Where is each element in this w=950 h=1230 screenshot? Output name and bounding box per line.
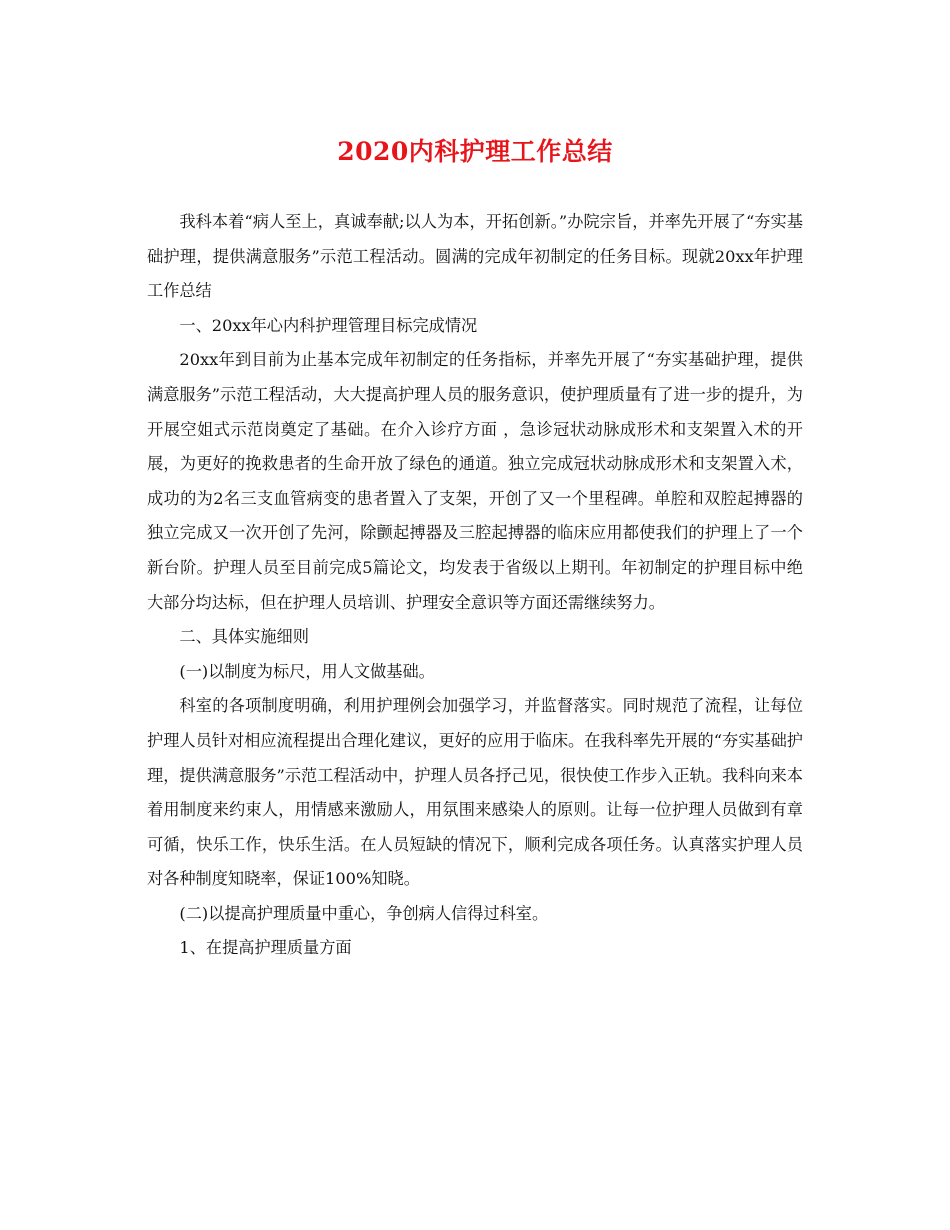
body-paragraph: 科室的各项制度明确，利用护理例会加强学习，并监督落实。同时规范了流程，让每位护理人员针对相应流程提出合理化建议，更好的应用于临床。在我科率先开展的“夯实基础护理，提供满意服务”示范工程活动中，护理人员各抒己见，很快使工作步入正轨。我科向来本着用制度来约束人，用情感来激励人，用氛围来感染人的原则。让每一位护理人员做到有章可循，快乐工作，快乐生活。在人员短缺的情况下，顺利完成各项任务。认真落实护理人员对各种制度知晓率，保证100%知晓。 [147,696,803,889]
section-heading-1: 一、20xx年心内科护理管理目标完成情况 [179,315,478,335]
subsection-heading-1: (一)以制度为标尺，用人文做基础。 [179,661,435,681]
body-paragraph: 20xx年到目前为止基本完成年初制定的任务指标，并率先开展了“夯实基础护理，提供满意服务”示范工程活动，大大提高护理人员的服务意识，使护理质量有了进一步的提升，为开展空姐式示范岗奠定了基础。在介入诊疗方面 ，急诊冠状动脉成形术和支架置入术的开展，为更好的挽救患者的生命开放了绿色的通道。独立完成冠状动脉成形术和支架置入术，成功的为2名三支血管病变的患者置入了支架，开创了又一个里程碑。单腔和双腔起搏器的独立完成又一次开创了先河，除颤起搏器及三腔起搏器的临床应用都使我们的护理上了一个新台阶。护理人员至目前完成5篇论文，均发表于省级以上期刊。年初制定的护理目标中绝大部分均达标，但在护理人员培训、护理安全意识等方面还需继续努力。 [147,350,803,612]
section-heading-2: 二、具体实施细则 [179,627,309,647]
document-title: 2020内科护理工作总结 [337,137,613,166]
document-body [147,205,803,966]
intro-paragraph: 我科本着“病人至上，真诚奉献;以人为本，开拓创新。”办院宗旨，并率先开展了“夯实基础护理，提供满意服务”示范工程活动。圆满的完成年初制定的任务目标。现就20xx年护理工作总结 [147,212,803,301]
subsection-heading-2: (二)以提高护理质量中重心，争创病人信得过科室。 [179,903,549,923]
list-heading: 1、在提高护理质量方面 [179,938,352,958]
